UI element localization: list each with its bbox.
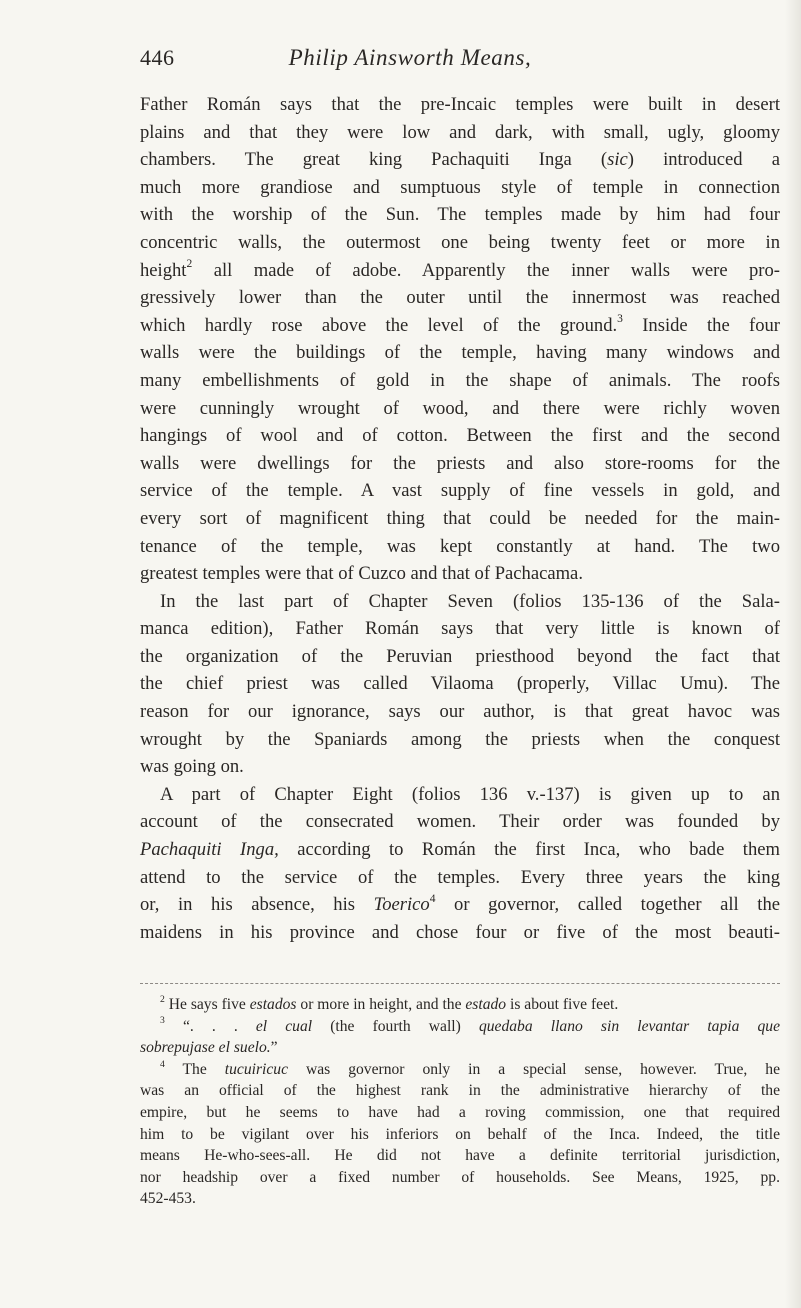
text-line: the chief priest was called Vilaoma (properly, Villac Umu). The	[140, 673, 780, 695]
text-line: plains and that they were low and dark, with small, ugly, gloomy	[140, 121, 780, 143]
footnote-ref-2: 2	[186, 258, 193, 271]
italic-sic: sic	[607, 149, 628, 171]
text-line: service of the temple. A vast supply of fine vessels in gold, and	[140, 480, 780, 502]
text-line: or, in his absence, his Toerico$^4$ or governor, called together all the	[140, 892, 781, 916]
text-line: maidens in his province and chose four or five of the most beauti-	[140, 921, 780, 943]
footnote-mark: 2	[160, 993, 165, 1005]
page-number: 446	[140, 45, 175, 70]
text-line: Pachaquiti Inga, according to Román the first Inca, who bade them	[140, 839, 780, 861]
text-line: reason for our ignorance, says our author, is that great havoc was	[140, 701, 780, 723]
text-line: In the last part of Chapter Seven (folios 135-136 of the Sala-	[160, 590, 780, 612]
italic-name: Pachaquiti Inga,	[140, 839, 279, 861]
text-line: A part of Chapter Eight (folios 136 v.-137) is given up to an	[160, 783, 780, 805]
footnote-3-cont: sobrepujase el suelo.”	[140, 1039, 278, 1057]
footnote-4-line: empire, but he seems to have had a roving commission, one that required	[140, 1103, 780, 1121]
text-line: walls were the buildings of the temple, having many windows and	[140, 342, 780, 364]
footnote-4-line: 452-453.	[140, 1190, 196, 1208]
text-line: were cunningly wrought of wood, and there were richly woven	[140, 397, 780, 419]
text-line: height$^2$ all made of adobe. Apparently the inner walls were pro-	[140, 258, 780, 281]
text-line: many embellishments of gold in the shape of animals. The roofs	[140, 369, 780, 391]
footnote-4: $^4$ The tucuiricuc was governor only in a special sense, however. True, he	[160, 1058, 780, 1078]
footnote-divider	[140, 983, 780, 984]
text-line: with the worship of the Sun. The temples made by him had four	[140, 204, 780, 226]
page-header	[140, 40, 680, 76]
text-line: account of the consecrated women. Their order was founded by	[140, 811, 780, 833]
text-line: manca edition), Father Román says that very little is known of	[140, 618, 780, 640]
footnote-mark: 3	[160, 1015, 165, 1027]
text-line: concentric walls, the outermost one being twenty feet or more in	[140, 231, 780, 253]
italic-term: Toerico	[373, 894, 430, 916]
text-line: walls were dwellings for the priests and also store-rooms for the	[140, 452, 780, 474]
footnote-mark: 4	[160, 1058, 165, 1070]
footnote-4-line: was an official of the highest rank in the administrative hierarchy of the	[140, 1082, 780, 1100]
text-line: tenance of the temple, was kept constantly at hand. The two	[140, 535, 780, 557]
text-line: attend to the service of the temples. Every three years the king	[140, 866, 780, 888]
text-line: much more grandiose and sumptuous style of temple in connection	[140, 176, 780, 198]
footnote-ref-4: 4	[429, 892, 436, 905]
text-line: was going on.	[140, 756, 244, 778]
footnote-3: $^3$ “. . . el cual (the fourth wall) quedaba llano sin levantar tapia que	[160, 1015, 780, 1035]
text-line: the organization of the Peruvian priesthood beyond the fact that	[140, 645, 780, 667]
footnote-4-line: means He-who-sees-all. He did not have a definite territorial jurisdiction,	[140, 1147, 780, 1165]
footnote-4-line: him to be vigilant over his inferiors on behalf of the Inca. Indeed, the title	[140, 1125, 780, 1143]
footnotes	[140, 994, 780, 1210]
text-line: gressively lower than the outer until the innermost was reached	[140, 287, 780, 309]
text-line: wrought by the Spaniards among the priests when the conquest	[140, 728, 780, 750]
footnote-ref-3: 3	[617, 313, 623, 326]
footnote-2: $^2$ He says five estados or more in height, and the estado is about five feet.	[160, 993, 619, 1013]
text-line: greatest temples were that of Cuzco and that of Pachacama.	[140, 563, 583, 585]
body-text	[140, 91, 780, 946]
text-line: hangings of wool and of cotton. Between the first and the second	[140, 425, 780, 447]
footnote-4-line: nor headship over a fixed number of households. See Means, 1925, pp.	[140, 1168, 780, 1186]
text-line: every sort of magnificent thing that could be needed for the main-	[140, 507, 780, 529]
text-line: which hardly rose above the level of the ground.$^3$ Inside the four	[140, 313, 780, 336]
running-head: Philip Ainsworth Means,	[288, 45, 532, 70]
text-line: Father Román says that the pre-Incaic temples were built in desert	[140, 94, 780, 115]
page-edge-shadow	[785, 0, 801, 1308]
text-line: chambers. The great king Pachaquiti Inga (sic) introduced a	[140, 149, 780, 171]
